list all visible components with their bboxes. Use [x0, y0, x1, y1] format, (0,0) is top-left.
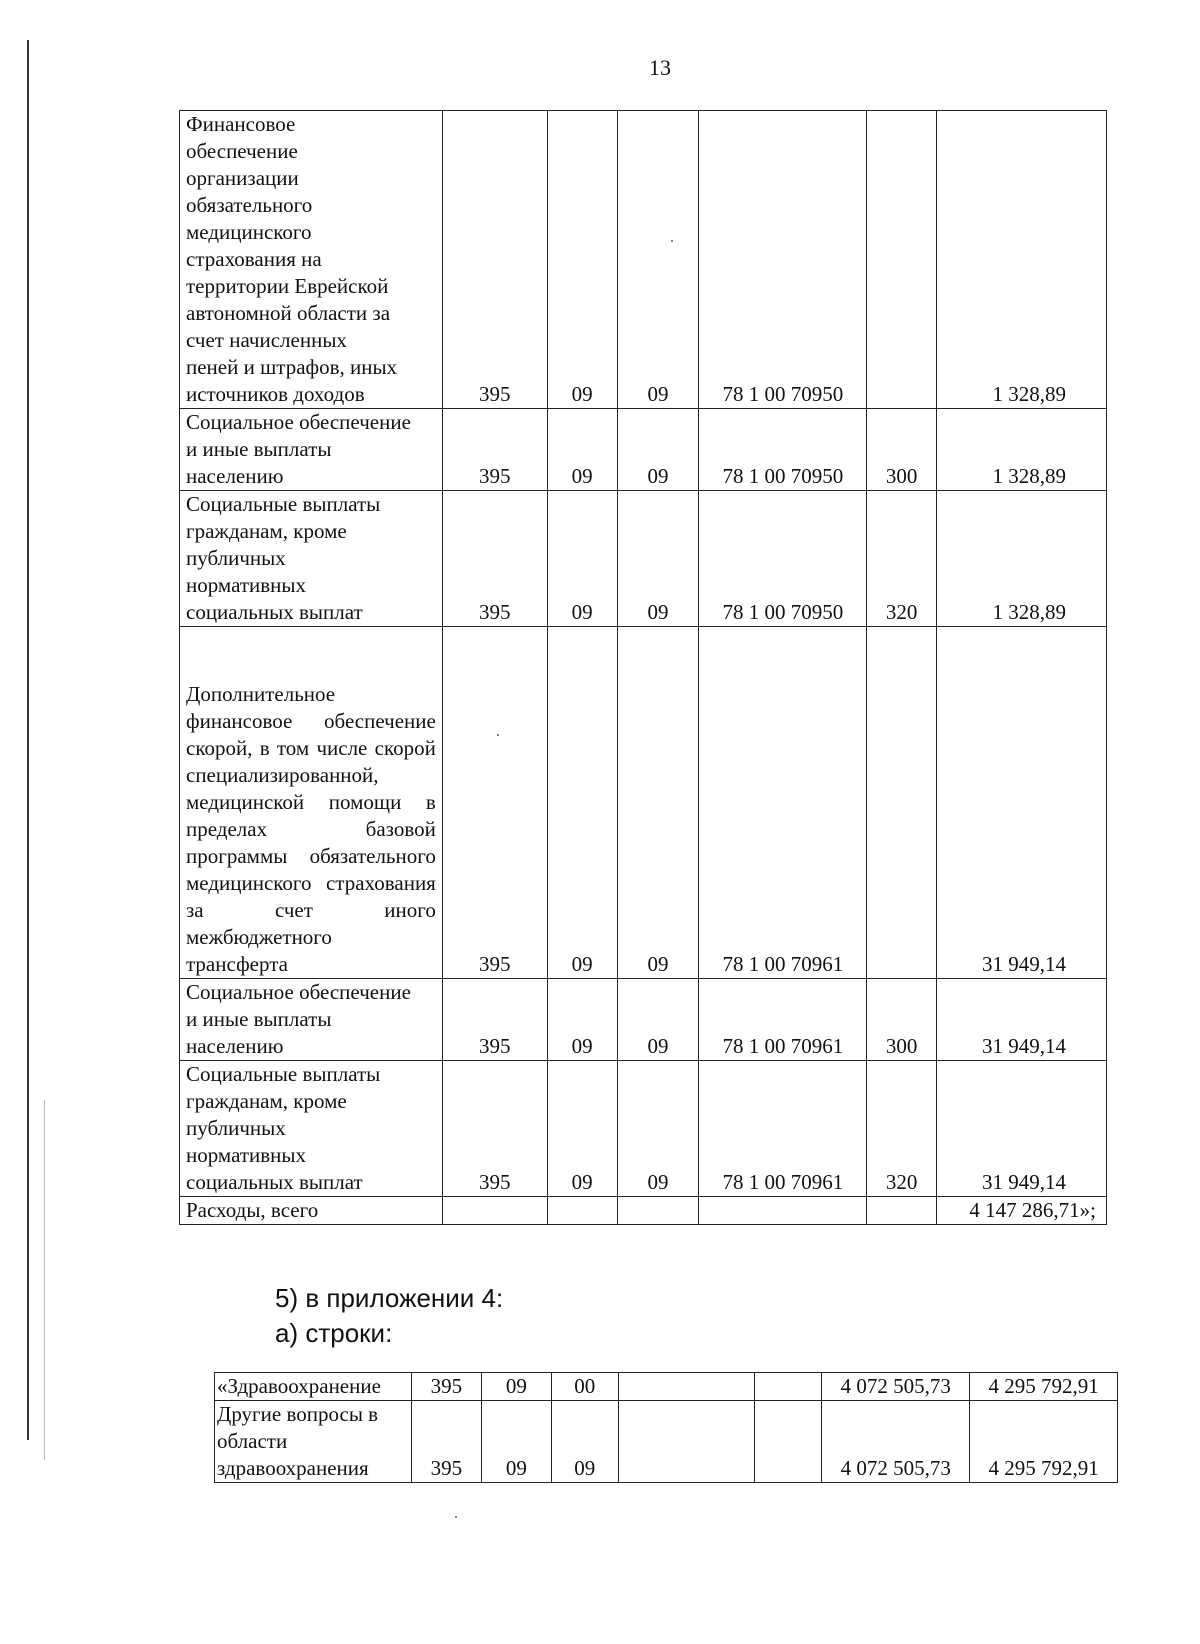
row-vr [867, 627, 937, 979]
total-label: Расходы, всего [180, 1197, 443, 1225]
row-name: Финансовое обеспечение организации обязательного медицинского страхования на территории Еврейской автономной области за счет начисленных пеней и штрафов, иных источников доходов [180, 111, 443, 409]
table-row [215, 1401, 1118, 1483]
empty-cell [867, 1197, 937, 1225]
budget-table [179, 110, 1107, 1225]
row-csr: 78 1 00 70961 [699, 979, 867, 1061]
empty-cell [617, 1197, 699, 1225]
row-rz: 09 [547, 409, 617, 491]
row-sum: 1 328,89 [937, 111, 1107, 409]
row-sum-current: 4 072 505,73 [822, 1401, 970, 1483]
row-pr: 00 [551, 1373, 618, 1401]
row-name: «Здравоохранение [215, 1373, 412, 1401]
row-pr: 09 [617, 409, 699, 491]
row-adm: 395 [442, 491, 547, 627]
empty-cell [699, 1197, 867, 1225]
scan-speck [455, 1516, 457, 1518]
table-row [180, 979, 1107, 1061]
row-csr: 78 1 00 70961 [699, 1061, 867, 1197]
row-csr: 78 1 00 70950 [699, 491, 867, 627]
row-pr: 09 [551, 1401, 618, 1483]
row-csr [618, 1401, 755, 1483]
row-pr: 09 [617, 1061, 699, 1197]
row-vr [867, 111, 937, 409]
row-sum: 31 949,14 [937, 1061, 1107, 1197]
section-subheading: а) строки: [275, 1318, 393, 1348]
row-vr: 300 [867, 979, 937, 1061]
left-margin-line [27, 40, 29, 1440]
empty-cell [442, 1197, 547, 1225]
row-csr: 78 1 00 70950 [699, 409, 867, 491]
row-adm: 395 [411, 1401, 481, 1483]
row-adm: 395 [442, 111, 547, 409]
row-sum: 1 328,89 [937, 409, 1107, 491]
row-vr: 300 [867, 409, 937, 491]
row-pr: 09 [617, 111, 699, 409]
page-number: 13 [649, 55, 671, 80]
row-name: Социальные выплаты гражданам, кроме публичных нормативных социальных выплат [180, 1061, 443, 1197]
row-sum-next: 4 295 792,91 [970, 1373, 1118, 1401]
row-sum-next: 4 295 792,91 [970, 1401, 1118, 1483]
row-adm: 395 [442, 409, 547, 491]
row-sum: 31 949,14 [937, 627, 1107, 979]
row-vr [755, 1401, 822, 1483]
row-adm: 395 [442, 979, 547, 1061]
empty-cell [547, 1197, 617, 1225]
row-rz: 09 [547, 491, 617, 627]
row-name: Социальное обеспечение и иные выплаты населению [180, 979, 443, 1061]
row-rz: 09 [481, 1401, 551, 1483]
row-adm: 395 [442, 627, 547, 979]
total-sum: 4 147 286,71»; [937, 1197, 1107, 1225]
table-row [215, 1373, 1118, 1401]
row-pr: 09 [617, 627, 699, 979]
row-csr: 78 1 00 70961 [699, 627, 867, 979]
table-row [180, 1061, 1107, 1197]
row-csr [618, 1373, 755, 1401]
row-adm: 395 [442, 1061, 547, 1197]
row-adm: 395 [411, 1373, 481, 1401]
row-sum: 31 949,14 [937, 979, 1107, 1061]
row-name: Социальные выплаты гражданам, кроме публичных нормативных социальных выплат [180, 491, 443, 627]
table-row [180, 111, 1107, 409]
row-rz: 09 [547, 979, 617, 1061]
table-row [180, 409, 1107, 491]
section-heading: 5) в приложении 4: [275, 1283, 504, 1313]
row-rz: 09 [547, 111, 617, 409]
left-margin-line-faint [44, 1100, 45, 1460]
row-name: Социальное обеспечение и иные выплаты населению [180, 409, 443, 491]
row-csr: 78 1 00 70950 [699, 111, 867, 409]
row-vr: 320 [867, 1061, 937, 1197]
scan-speck [671, 240, 673, 242]
row-vr [755, 1373, 822, 1401]
row-vr: 320 [867, 491, 937, 627]
row-pr: 09 [617, 979, 699, 1061]
row-name: Дополнительное финансовое обеспечение скорой, в том числе скорой специализированной, медицинской помощи в пределах базовой программы обязательного медицинского страхования за счет иного межбюджетного трансферта [180, 627, 443, 979]
row-rz: 09 [547, 1061, 617, 1197]
table-row [180, 627, 1107, 979]
row-sum-current: 4 072 505,73 [822, 1373, 970, 1401]
row-sum: 1 328,89 [937, 491, 1107, 627]
row-pr: 09 [617, 491, 699, 627]
table-total-row [180, 1197, 1107, 1225]
row-name: Другие вопросы в области здравоохранения [215, 1401, 412, 1483]
appendix-table [214, 1372, 1118, 1483]
row-rz: 09 [547, 627, 617, 979]
table-row [180, 491, 1107, 627]
scan-speck [497, 734, 499, 736]
row-rz: 09 [481, 1373, 551, 1401]
